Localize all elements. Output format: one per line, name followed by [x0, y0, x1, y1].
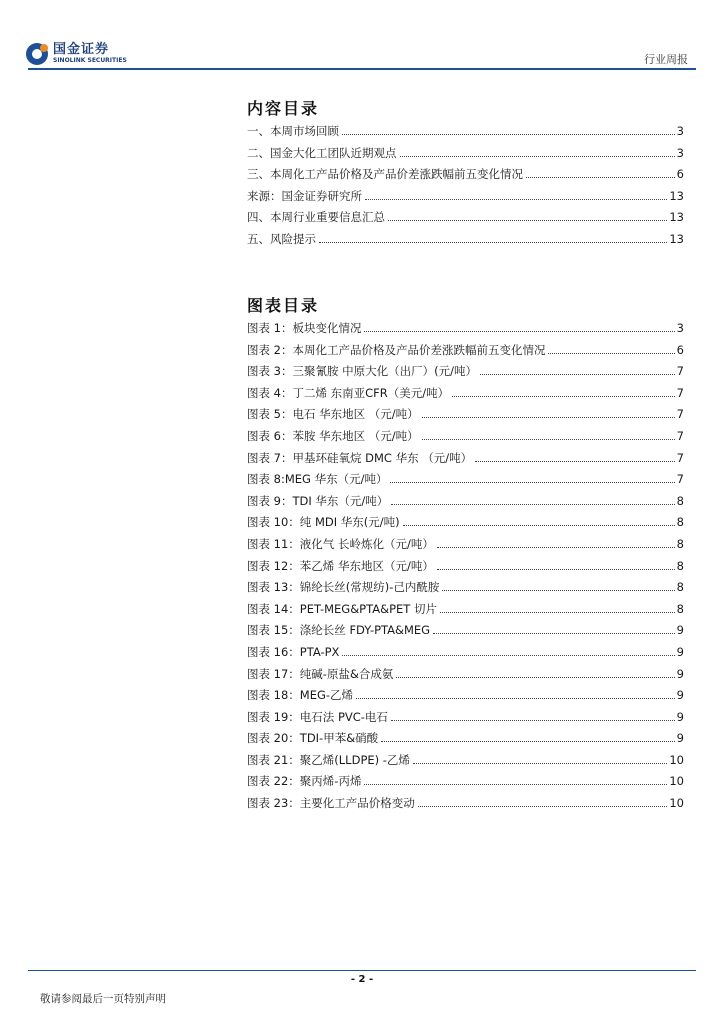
toc-entry-page: 9	[676, 709, 684, 724]
dot-leader	[391, 720, 675, 721]
figure-entry[interactable]	[247, 773, 684, 795]
toc-entry-page: 7	[676, 472, 684, 487]
dot-leader	[390, 482, 674, 483]
logo-english-name: SINOLINK SECURITIES	[53, 57, 127, 64]
toc-entry-label: 四、本周行业重要信息汇总	[247, 210, 385, 225]
toc-entry-page: 3	[676, 321, 684, 335]
figure-entry[interactable]	[247, 363, 684, 385]
figure-entry[interactable]	[247, 385, 684, 407]
report-type-label: 行业周报	[644, 53, 688, 66]
dot-leader	[396, 677, 674, 678]
toc-entry-page: 3	[676, 145, 684, 160]
toc-entry-label: 图表 12：苯乙烯 华东地区（元/吨）	[247, 558, 434, 573]
toc-entry-page: 8	[676, 536, 684, 551]
toc-entry-label: 一、本周市场回顾	[247, 124, 339, 138]
dot-leader	[319, 242, 667, 243]
toc-entry-label: 图表 9：TDI 华东（元/吨）	[247, 493, 389, 508]
dot-leader	[433, 633, 675, 634]
figure-entry[interactable]	[247, 558, 684, 580]
figure-entry[interactable]	[247, 428, 684, 450]
toc-entry-label: 图表 7：甲基环硅氧烷 DMC 华东 （元/吨）	[247, 450, 473, 465]
toc-entry-label: 图表 14：PET-MEG&PTA&PET 切片	[247, 601, 437, 616]
dot-leader	[418, 806, 668, 807]
dot-leader	[364, 331, 674, 332]
figure-entry[interactable]	[247, 450, 684, 472]
dot-leader	[364, 784, 667, 785]
figure-entry[interactable]	[247, 536, 684, 558]
toc-entry-label: 图表 23：主要化工产品价格变动	[247, 796, 415, 811]
toc-entry-label: 图表 16：PTA-PX	[247, 644, 340, 659]
figure-entry[interactable]	[247, 342, 684, 364]
footer-divider	[28, 970, 696, 971]
figure-entry[interactable]	[247, 730, 684, 752]
toc-entry-page: 10	[669, 752, 684, 767]
figures-title: 图表目录	[247, 296, 320, 315]
figure-entry[interactable]	[247, 514, 684, 536]
contents-entry[interactable]	[247, 209, 684, 231]
dot-leader	[391, 504, 674, 505]
toc-entry-page: 9	[676, 623, 684, 638]
toc-entry-label: 图表 13：锦纶长丝(常规纺)-己内酰胺	[247, 580, 440, 595]
disclaimer-text: 敬请参阅最后一页特别声明	[40, 993, 166, 1005]
dot-leader	[442, 590, 674, 591]
figure-entry[interactable]	[247, 601, 684, 623]
toc-entry-label: 图表 1：板块变化情况	[247, 321, 362, 335]
dot-leader	[422, 417, 675, 418]
toc-entry-label: 图表 18：MEG-乙烯	[247, 688, 354, 703]
toc-entry-page: 9	[676, 666, 684, 681]
dot-leader	[381, 741, 674, 742]
toc-entry-label: 五、风险提示	[247, 231, 316, 246]
toc-entry-page: 8	[676, 558, 684, 573]
contents-entry[interactable]	[247, 123, 684, 145]
toc-entry-page: 13	[669, 188, 684, 203]
toc-entry-page: 3	[676, 124, 684, 138]
toc-entry-page: 9	[676, 688, 684, 703]
toc-entry-page: 8	[676, 601, 684, 616]
contents-list	[247, 123, 684, 253]
contents-title: 内容目录	[247, 99, 320, 118]
dot-leader	[440, 612, 675, 613]
figure-entry[interactable]	[247, 471, 684, 493]
dot-leader	[365, 199, 667, 200]
toc-entry-page: 9	[676, 731, 684, 746]
toc-entry-label: 图表 11：液化气 长岭炼化（元/吨）	[247, 536, 434, 551]
page-header	[0, 0, 724, 74]
toc-entry-page: 7	[676, 407, 684, 422]
contents-entry[interactable]	[247, 145, 684, 167]
toc-entry-page: 8	[676, 515, 684, 530]
toc-entry-label: 图表 6：苯胺 华东地区 （元/吨）	[247, 428, 419, 443]
contents-entry[interactable]	[247, 166, 684, 188]
dot-leader	[356, 698, 675, 699]
dot-leader	[342, 655, 674, 656]
toc-entry-label: 图表 8:MEG 华东（元/吨）	[247, 472, 388, 487]
toc-entry-label: 图表 4：丁二烯 东南亚CFR（美元/吨）	[247, 385, 450, 400]
dot-leader	[403, 525, 675, 526]
toc-entry-label: 来源：国金证券研究所	[247, 188, 362, 203]
toc-entry-label: 图表 22：聚丙烯-丙烯	[247, 774, 362, 789]
dot-leader	[413, 763, 667, 764]
dot-leader	[422, 439, 675, 440]
figure-entry[interactable]	[247, 493, 684, 515]
toc-entry-label: 图表 21：聚乙烯(LLDPE) -乙烯	[247, 752, 410, 767]
figure-entry[interactable]	[247, 579, 684, 601]
contents-entry[interactable]	[247, 231, 684, 253]
toc-entry-page: 10	[669, 796, 684, 811]
dot-leader	[342, 134, 675, 135]
toc-entry-page: 6	[676, 167, 684, 182]
toc-entry-page: 8	[676, 493, 684, 508]
toc-entry-page: 13	[669, 231, 684, 246]
dot-leader	[475, 461, 675, 462]
figure-entry[interactable]	[247, 709, 684, 731]
dot-leader	[548, 353, 674, 354]
dot-leader	[437, 569, 675, 570]
figure-entry[interactable]	[247, 622, 684, 644]
toc-entry-label: 图表 10：纯 MDI 华东(元/吨)	[247, 515, 400, 530]
figure-entry[interactable]	[247, 752, 684, 774]
header-divider	[28, 68, 696, 70]
toc-entry-page: 10	[669, 774, 684, 789]
toc-entry-page: 9	[676, 644, 684, 659]
figure-entry[interactable]	[247, 644, 684, 666]
toc-entry-page: 13	[669, 210, 684, 225]
toc-entry-label: 图表 2：本周化工产品价格及产品价差涨跌幅前五变化情况	[247, 342, 546, 357]
toc-entry-label: 图表 5：电石 华东地区 （元/吨）	[247, 407, 419, 422]
logo-mark-icon	[26, 43, 48, 65]
toc-entry-label: 图表 3：三聚氰胺 中原大化（出厂）(元/吨）	[247, 364, 477, 379]
toc-entry-page: 8	[676, 580, 684, 595]
figure-entry[interactable]	[247, 687, 684, 709]
toc-entry-label: 图表 17：纯碱-原盐&合成氨	[247, 666, 394, 681]
dot-leader	[437, 547, 675, 548]
toc-entry-page: 7	[676, 385, 684, 400]
dot-leader	[452, 396, 675, 397]
toc-entry-label: 图表 20：TDI-甲苯&硝酸	[247, 731, 379, 746]
toc-entry-label: 图表 15：涤纶长丝 FDY-PTA&MEG	[247, 623, 431, 638]
figure-entry[interactable]	[247, 795, 684, 817]
company-logo	[26, 41, 127, 67]
page-number: - 2 -	[350, 974, 374, 985]
toc-entry-label: 图表 19：电石法 PVC-电石	[247, 709, 388, 724]
toc-entry-page: 6	[676, 342, 684, 357]
dot-leader	[388, 220, 667, 221]
figures-list	[247, 320, 684, 817]
dot-leader	[400, 156, 675, 157]
dot-leader	[480, 374, 675, 375]
toc-entry-page: 7	[676, 364, 684, 379]
toc-entry-label: 三、本周化工产品价格及产品价差涨跌幅前五变化情况	[247, 167, 523, 182]
figure-entry[interactable]	[247, 406, 684, 428]
figure-entry[interactable]	[247, 666, 684, 688]
toc-entry-page: 7	[676, 450, 684, 465]
contents-entry[interactable]	[247, 188, 684, 210]
toc-entry-label: 二、国金大化工团队近期观点	[247, 145, 397, 160]
toc-entry-page: 7	[676, 428, 684, 443]
figure-entry[interactable]	[247, 320, 684, 342]
dot-leader	[526, 177, 675, 178]
logo-chinese-name: 国金证券	[53, 42, 110, 57]
